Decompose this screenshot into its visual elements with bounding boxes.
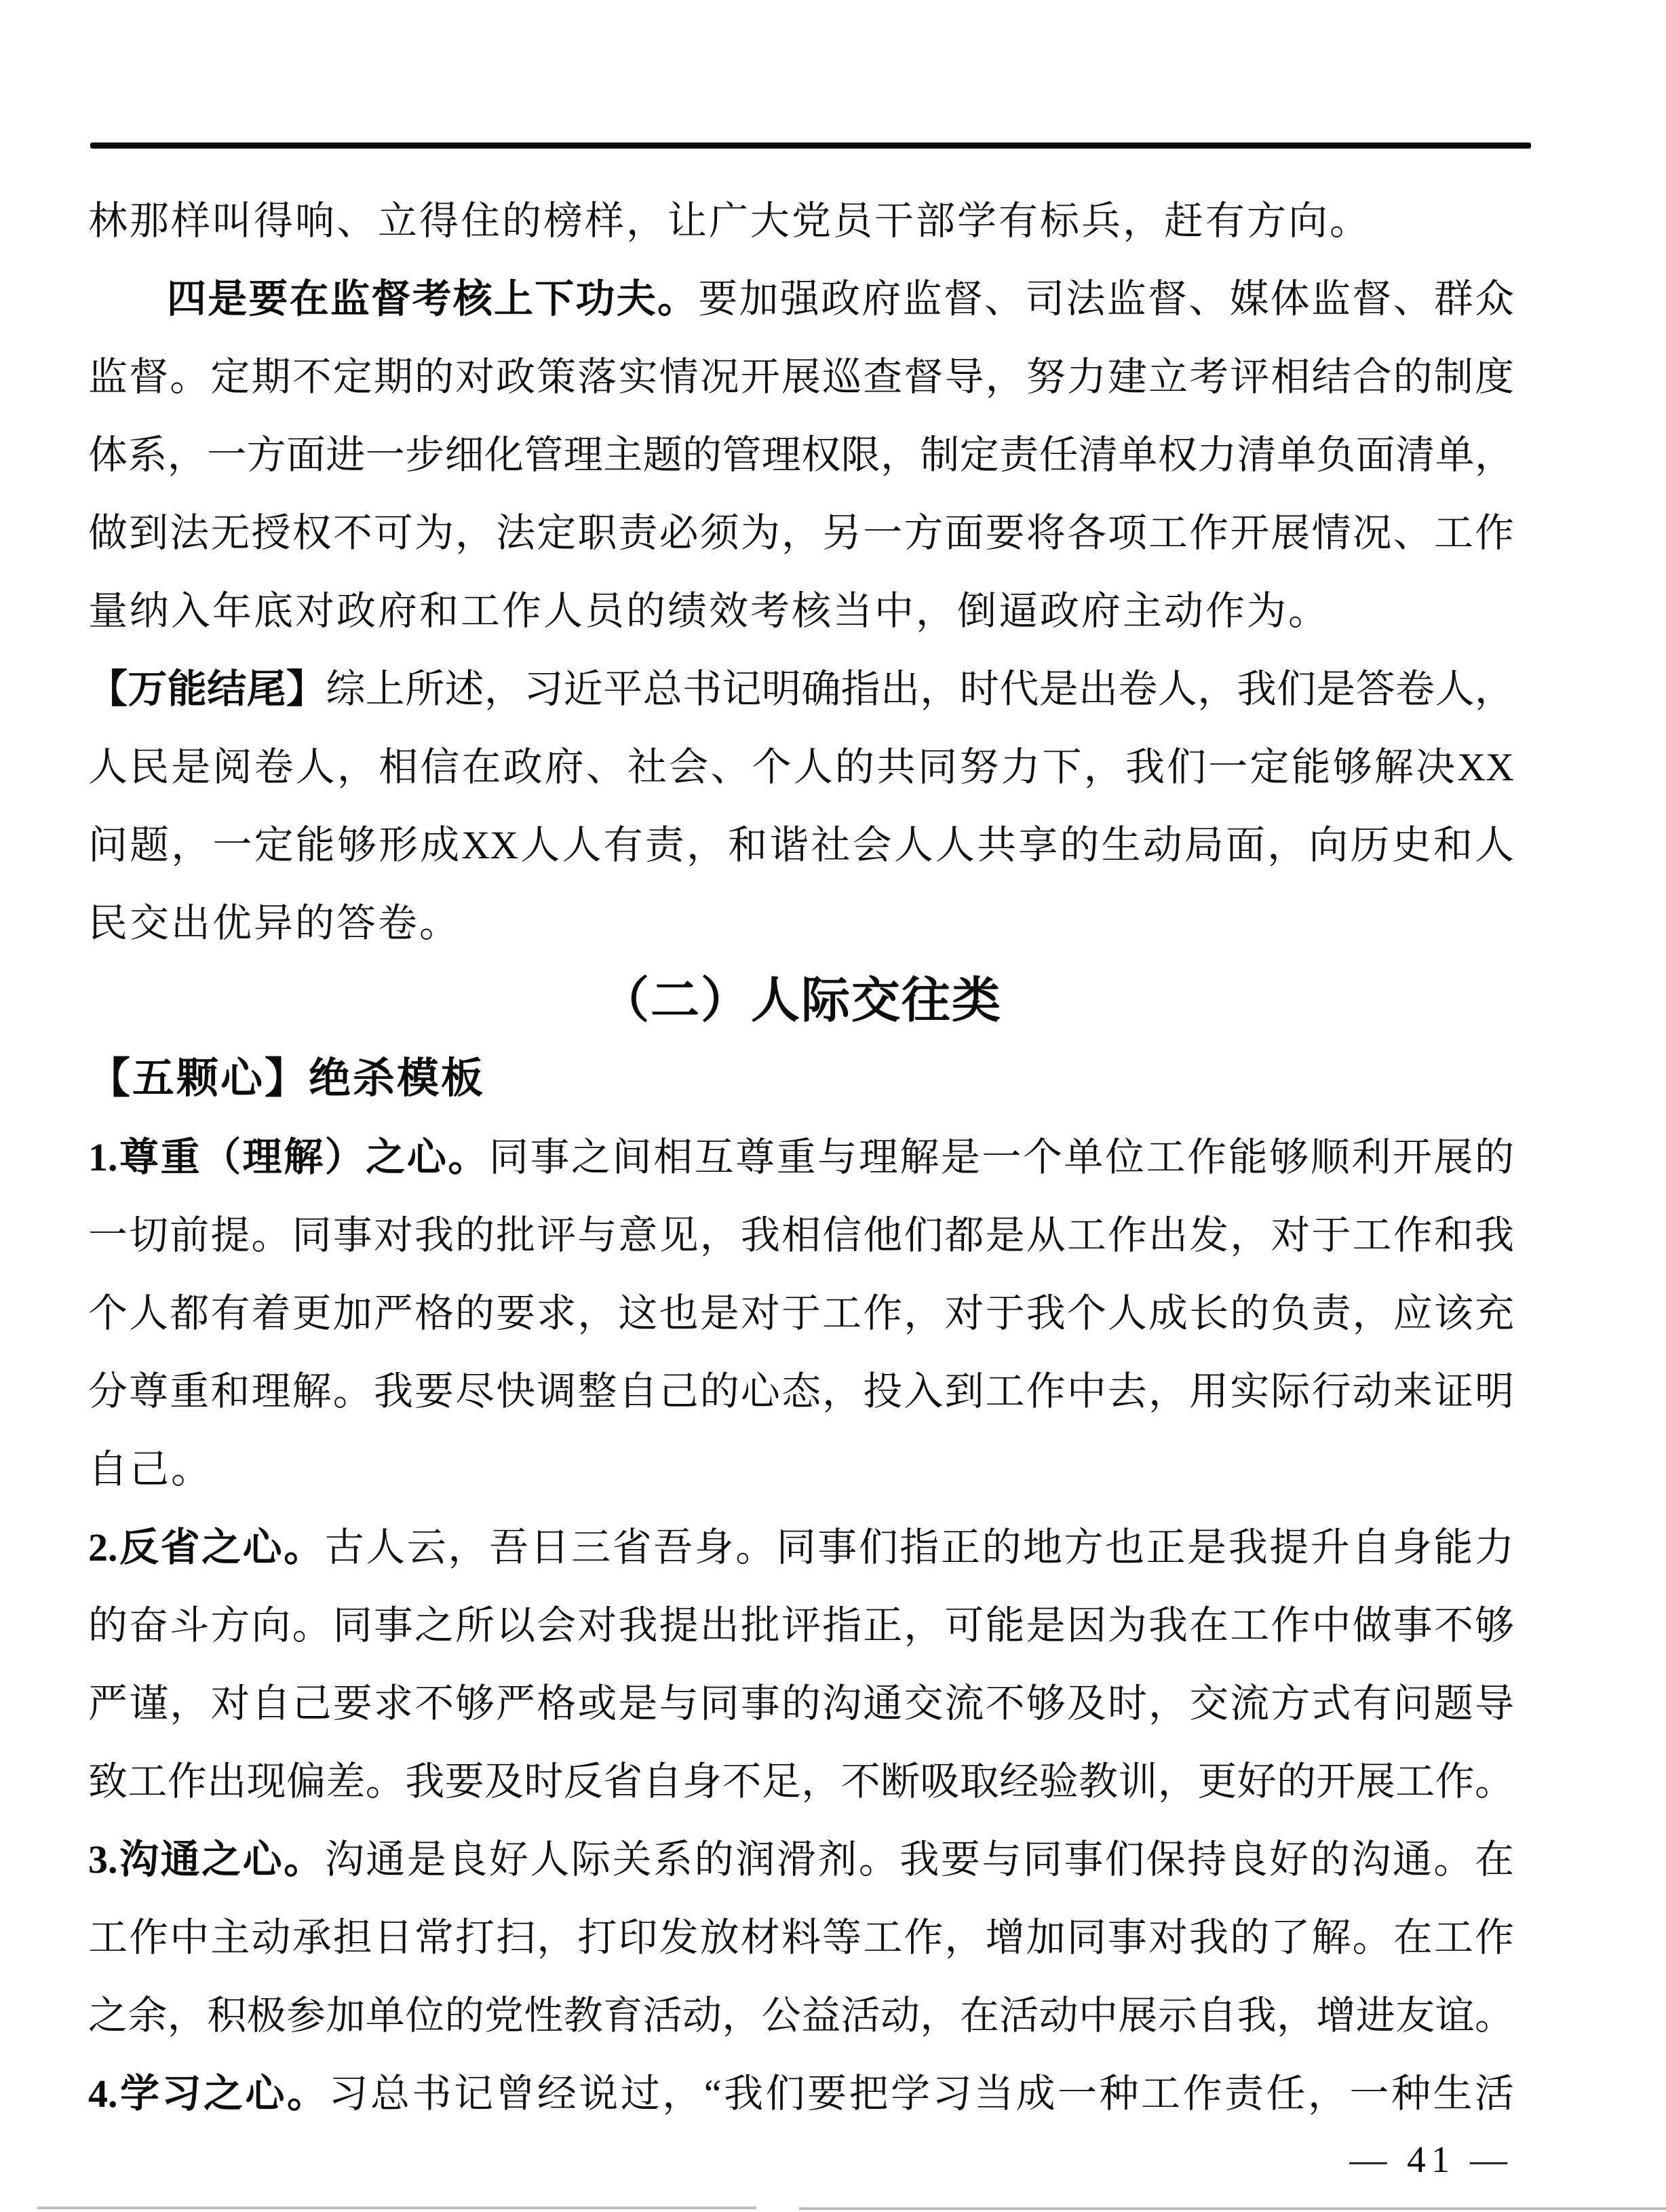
line-text: 同事之间相互尊重与理解是一个单位工作能够顺利开展的 — [488, 1135, 1514, 1179]
line-text: 人民是阅卷人，相信在政府、社会、个人的共同努力下，我们一定能够解决XX — [88, 745, 1514, 789]
line-text: 民交出优异的答卷。 — [88, 901, 461, 945]
line-text: 沟通是良好人际关系的润滑剂。我要与同事们保持良好的沟通。在 — [324, 1837, 1514, 1882]
text-line — [88, 1899, 1514, 1977]
text-line — [88, 884, 1514, 962]
line-text: 要加强政府监督、司法监督、媒体监督、群众 — [698, 277, 1514, 321]
line-text: 致工作出现偏差。我要及时反省自身不足，不断吸取经验教训，更好的开展工作。 — [88, 1759, 1514, 1804]
bold-lead: 3.沟通之心。 — [88, 1837, 325, 1882]
bold-lead: 2.反省之心。 — [88, 1525, 325, 1569]
text-line — [88, 728, 1514, 806]
text-line — [88, 1977, 1514, 2055]
heading-text: 【五颗心】绝杀模板 — [88, 1056, 486, 1102]
bold-lead: 4.学习之心。 — [88, 2072, 329, 2116]
text-line — [88, 1274, 1514, 1352]
line-text: 体系，一方面进一步细化管理主题的管理权限，制定责任清单权力清单负面清单， — [88, 433, 1514, 477]
bold-lead: 【万能结尾】 — [88, 667, 326, 711]
line-text: 工作中主动承担日常打扫，打印发放材料等工作，增加同事对我的了解。在工作 — [88, 1915, 1514, 1960]
line-text: 量纳入年底对政府和工作人员的绩效考核当中，倒逼政府主动作为。 — [88, 589, 1330, 633]
page-body — [88, 182, 1514, 2133]
bold-lead: 1.尊重（理解）之心。 — [88, 1135, 489, 1179]
text-line — [88, 338, 1514, 416]
bold-lead: 四是要在监督考核上下功夫。 — [167, 277, 699, 321]
header-rule — [90, 142, 1531, 149]
text-line — [88, 1742, 1514, 1820]
text-line — [88, 1664, 1514, 1742]
scan-artifact-left — [37, 2207, 756, 2209]
text-line — [88, 650, 1514, 728]
scan-artifact-right — [799, 2207, 1666, 2210]
text-line — [88, 416, 1514, 494]
text-line — [88, 1586, 1514, 1664]
line-text: 自己。 — [88, 1447, 213, 1491]
line-text: 一切前提。同事对我的批评与意见，我相信他们都是从工作出发，对于工作和我 — [88, 1213, 1514, 1257]
text-line — [88, 494, 1514, 572]
section-heading — [88, 962, 1514, 1040]
line-text: 严谨，对自己要求不够严格或是与同事的沟通交流不够及时，交流方式有问题导 — [88, 1681, 1514, 1725]
line-text: 综上所述，习近平总书记明确指出，时代是出卷人，我们是答卷人， — [326, 667, 1514, 711]
text-line — [88, 2055, 1514, 2133]
text-line — [88, 260, 1514, 338]
line-text: 问题，一定能够形成XX人人有责，和谐社会人人共享的生动局面，向历史和人 — [88, 823, 1514, 867]
text-line — [88, 1118, 1514, 1196]
subsection-heading — [88, 1040, 1514, 1118]
text-line — [88, 182, 1514, 260]
text-line — [88, 1508, 1514, 1586]
line-text: 古人云，吾日三省吾身。同事们指正的地方也正是我提升自身能力 — [324, 1525, 1514, 1569]
line-text: 的奋斗方向。同事之所以会对我提出批评指正，可能是因为我在工作中做事不够 — [88, 1603, 1514, 1647]
line-text: 习总书记曾经说过，“我们要把学习当成一种工作责任，一种生活 — [328, 2072, 1514, 2116]
line-text: 个人都有着更加严格的要求，这也是对于工作，对于我个人成长的负责，应该充 — [88, 1291, 1514, 1335]
line-text: 做到法无授权不可为，法定职责必须为，另一方面要将各项工作开展情况、工作 — [88, 511, 1514, 555]
text-line — [88, 806, 1514, 884]
text-line — [88, 1820, 1514, 1899]
text-line — [88, 1196, 1514, 1274]
heading-text: （二）人际交往类 — [600, 974, 1002, 1028]
text-line — [88, 572, 1514, 650]
line-text: 监督。定期不定期的对政策落实情况开展巡查督导，努力建立考评相结合的制度 — [88, 355, 1514, 399]
line-text: 分尊重和理解。我要尽快调整自己的心态，投入到工作中去，用实际行动来证明 — [88, 1369, 1514, 1413]
text-line — [88, 1430, 1514, 1508]
page-number: — 41 — — [1349, 2139, 1513, 2180]
text-line — [88, 1352, 1514, 1430]
line-text: 之余，积极参加单位的党性教育活动，公益活动，在活动中展示自我，增进友谊。 — [88, 1994, 1514, 2038]
line-text: 林那样叫得响、立得住的榜样，让广大党员干部学有标兵，赶有方向。 — [88, 199, 1372, 243]
